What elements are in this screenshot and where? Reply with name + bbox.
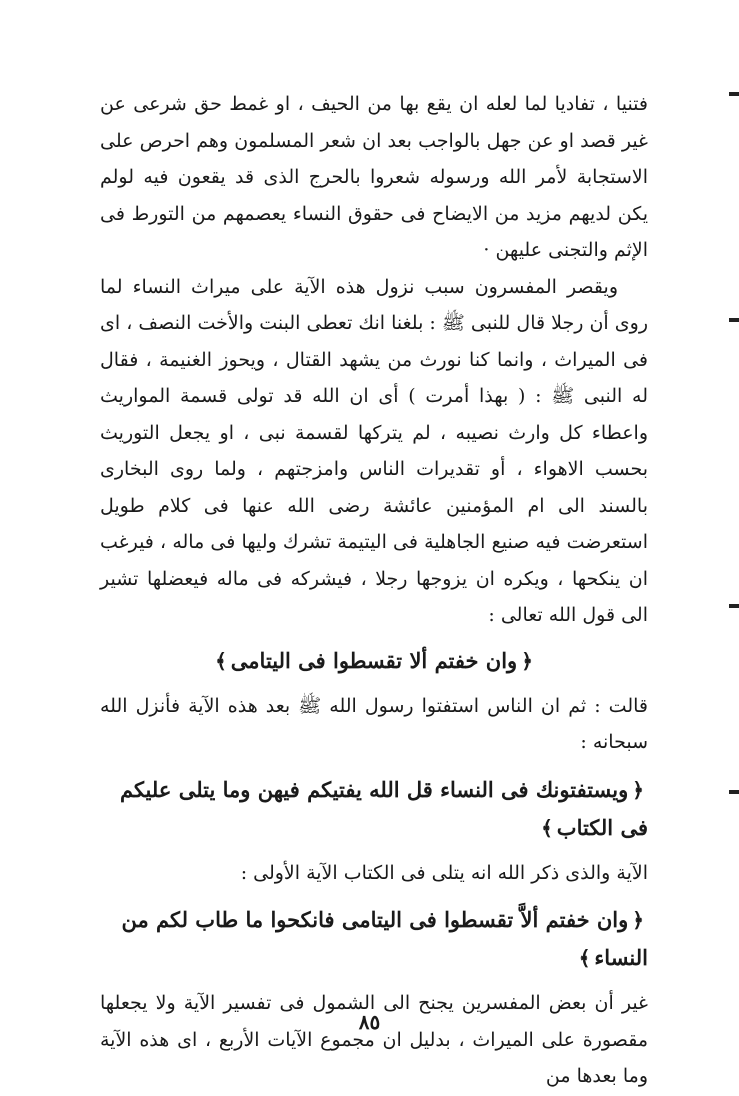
page-body	[100, 86, 648, 1095]
quran-verse-1	[100, 634, 648, 688]
paragraph-4: الآية والذى ذكر الله انه يتلى فى الكتاب الآية الأولى :	[240, 861, 648, 884]
page-number: ٨٥	[358, 1010, 381, 1034]
quran-verse-2	[100, 761, 648, 855]
scan-edge-mark	[729, 604, 739, 608]
scan-edge-mark	[729, 92, 739, 96]
verse-close-bracket: ﴾	[578, 946, 591, 970]
paragraph-1: فتنيا ، تفاديا لما لعله ان يقع بها من الحيف ، او غمط حق شرعى عن غير قصد او عن جهل بالواجب بعد ان شعر المسلمون وهم احرص على الاستجابة لأمر الله ورسوله شعروا بالحرج الذى قد يقعون فيه لولم يكن لديهم مزيد من الايضاح فى حقوق النساء يعصمهم من التورط فى الإثم والتجنى عليهن ·	[100, 93, 648, 261]
verse-open-bracket: ﴿	[632, 777, 644, 802]
verse-open-bracket: ﴿	[632, 908, 644, 932]
paragraph-3: قالت : ثم ان الناس استفتوا رسول الله ﷺ بعد هذه الآية فأنزل الله سبحانه :	[100, 694, 648, 753]
paragraph-5: غير أن بعض المفسرين يجنح الى الشمول فى تفسير الآية ولا يجعلها مقصورة على الميراث ، بدليل ان مجموع الآيات الأربع ، اى هذه الآية وما بعدها من	[100, 992, 648, 1087]
verse-close-bracket: ﴾	[215, 648, 227, 673]
paragraph-2: ويقصر المفسرون سبب نزول هذه الآية على ميراث النساء لما روى أن رجلا قال للنبى ﷺ : بلغنا انك تعطى البنت والأخت النصف ، اى فى الميراث ، وانما كنا نورث من يشهد القتال ، ويحوز الغنيمة ، فقال له النبى ﷺ : ( بهذا أمرت ) أى ان الله قد تولى قسمة المواريث واعطاء كل وارث نصيبه ، لم يتركها لقسمة نبى ، او يجعل التوريث بحسب الاهواء ، أو تقديرات الناس وامزجتهم ، ولما روى البخارى بالسند الى ام المؤمنين عائشة رضى الله عنها فى كلام طويل استعرضت فيه صنيع الجاهلية فى اليتيمة تشرك وليها فى ماله ، فيرغب ان ينكحها ، ويكره ان يزوجها رجلا ، فيشركه فى ماله فيعضلها تشير الى قول الله تعالى :	[100, 275, 648, 626]
verse-text: وان خفتم ألا تقسطوا فى اليتامى	[230, 647, 518, 673]
verse-close-bracket: ﴾	[541, 815, 553, 840]
verse-open-bracket: ﴿	[521, 648, 533, 673]
verse-text: ويستفتونك فى النساء قل الله يفتيكم فيهن وما يتلى عليكم فى الكتاب	[119, 776, 648, 840]
scan-edge-mark	[729, 318, 739, 322]
quran-verse-3	[100, 891, 648, 985]
verse-text: وان خفتم ألاَّ تقسطوا فى اليتامى فانكحوا ما طاب لكم من النساء	[121, 907, 648, 970]
scan-edge-mark	[729, 790, 739, 794]
